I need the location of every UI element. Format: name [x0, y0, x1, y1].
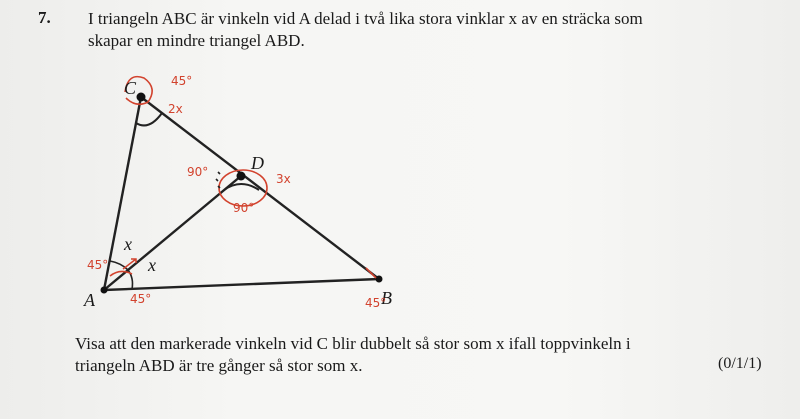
angle-label-x-lower: x	[148, 255, 156, 275]
vertex-label-b: B	[381, 288, 392, 308]
vertex-dot-c	[137, 93, 146, 102]
question-number: 7.	[38, 8, 51, 27]
vertex-label-d: D	[251, 153, 264, 173]
vertex-dot-a	[101, 287, 108, 294]
task-line-2: triangeln ABD är tre gånger så stor som x.	[75, 356, 363, 375]
task-text	[75, 333, 675, 377]
hand-label-45-a-bottom: 45°	[130, 292, 152, 306]
angle-arc-c	[136, 113, 162, 125]
handwritten-tick-b	[366, 268, 376, 278]
score-points: (0/1/1)	[718, 355, 762, 372]
angle-label-x-upper: x	[124, 234, 132, 254]
side-ab	[104, 279, 379, 290]
vertex-dot-b	[376, 276, 383, 283]
hand-label-2x: 2x	[168, 102, 183, 116]
question-line-2: skapar en mindre triangel ABD.	[88, 31, 305, 50]
angle-arc-a-upper	[110, 261, 128, 270]
vertex-dot-d	[237, 172, 246, 181]
hand-label-90-left: 90°	[187, 165, 209, 179]
side-cb	[141, 97, 379, 279]
hand-label-45-at-c: 45°	[171, 74, 193, 88]
vertex-label-a: A	[84, 290, 95, 310]
vertex-label-c: C	[124, 78, 137, 98]
hand-label-3x: 3x	[276, 172, 291, 186]
task-line-1: Visa att den markerade vinkeln vid C blir dubbelt så stor som x ifall toppvinkeln i	[75, 334, 631, 353]
hand-label-45-a-left: 45°	[87, 258, 109, 272]
question-line-1: I triangeln ABC är vinkeln vid A delad i två lika stora vinklar x av en sträcka som	[88, 9, 643, 28]
hand-label-90-bottom: 90°	[233, 201, 255, 215]
hand-label-45-b: 45°	[365, 296, 387, 310]
